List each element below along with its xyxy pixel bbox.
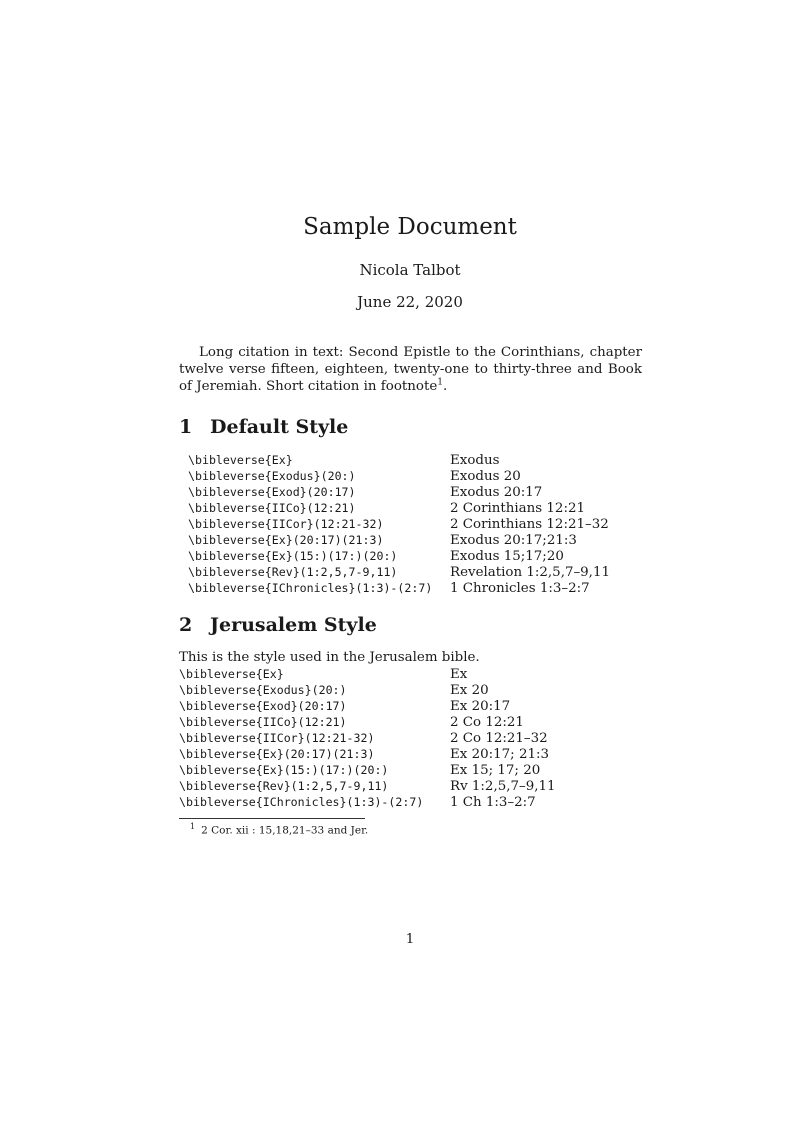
command-cell: \bibleverse{IICor}(12:21-32): [188, 517, 384, 531]
result-cell: Ex 20:17; 21:3: [450, 747, 550, 762]
result-cell: Exodus 15;17;20: [450, 549, 564, 564]
result-cell: Revelation 1:2,5,7–9,11: [450, 565, 610, 580]
intro-paragraph: [179, 344, 642, 395]
section-title: Jerusalem Style: [210, 614, 377, 636]
section-number: 2: [179, 614, 193, 636]
result-cell: 1 Chronicles 1:3–2:7: [450, 581, 590, 596]
footnote-number: 1: [190, 822, 196, 831]
footnote-mark: 1: [437, 377, 443, 388]
command-cell: \bibleverse{Ex}: [179, 667, 284, 681]
table-row: [188, 451, 610, 467]
command-cell: \bibleverse{IChronicles}(1:3)-(2:7): [179, 795, 424, 809]
table-row: [179, 777, 556, 793]
result-cell: Ex: [450, 667, 468, 682]
result-cell: Exodus 20:17;21:3: [450, 533, 577, 548]
table-row: [188, 547, 610, 563]
footnote-text: 2 Cor. xii : 15,18,21–33 and Jer.: [201, 824, 369, 837]
result-cell: 2 Corinthians 12:21: [450, 501, 586, 516]
jerusalem-style-table: [179, 665, 556, 809]
table-row: [179, 761, 556, 777]
result-cell: Exodus: [450, 453, 500, 468]
result-cell: Ex 20:17: [450, 699, 511, 714]
command-cell: \bibleverse{Ex}(15:)(17:)(20:): [179, 763, 389, 777]
command-cell: \bibleverse{Exodus}(20:): [179, 683, 347, 697]
command-cell: \bibleverse{IICo}(12:21): [188, 501, 356, 515]
command-cell: \bibleverse{Exod}(20:17): [179, 699, 347, 713]
document-title: Sample Document: [303, 214, 517, 240]
table-row: [179, 665, 556, 681]
section-number: 1: [179, 416, 193, 438]
document-date: June 22, 2020: [357, 293, 463, 311]
intro-text: Long citation in text: Second Epistle to the Corinthians, chapter twelve verse fifteen, eighteen, twenty-one to thirty-three and Book of Jeremiah. Short citation in footnote: [179, 345, 642, 394]
result-cell: Ex 15; 17; 20: [450, 763, 541, 778]
table-row: [179, 681, 556, 697]
command-cell: \bibleverse{IICo}(12:21): [179, 715, 347, 729]
table-row: [179, 697, 556, 713]
command-cell: \bibleverse{Ex}(15:)(17:)(20:): [188, 549, 398, 563]
document-author: Nicola Talbot: [359, 261, 461, 279]
table-row: [179, 745, 556, 761]
command-cell: \bibleverse{Exodus}(20:): [188, 469, 356, 483]
footnote: [190, 822, 368, 837]
table-row: [188, 483, 610, 499]
command-cell: \bibleverse{Rev}(1:2,5,7-9,11): [188, 565, 398, 579]
table-row: [179, 793, 556, 809]
section-heading-default-style: [179, 416, 348, 438]
default-style-table: [188, 451, 610, 595]
table-row: [179, 729, 556, 745]
section-heading-jerusalem-style: [179, 614, 377, 636]
result-cell: 2 Co 12:21: [450, 715, 524, 730]
command-cell: \bibleverse{Rev}(1:2,5,7-9,11): [179, 779, 389, 793]
table-row: [188, 531, 610, 547]
table-row: [188, 515, 610, 531]
command-cell: \bibleverse{Exod}(20:17): [188, 485, 356, 499]
intro-end: .: [443, 379, 448, 394]
table-row: [188, 579, 610, 595]
command-cell: \bibleverse{IICor}(12:21-32): [179, 731, 375, 745]
command-cell: \bibleverse{Ex}(20:17)(21:3): [188, 533, 384, 547]
result-cell: Exodus 20:17: [450, 485, 543, 500]
result-cell: Ex 20: [450, 683, 489, 698]
table-row: [179, 713, 556, 729]
command-cell: \bibleverse{IChronicles}(1:3)-(2:7): [188, 581, 433, 595]
table-row: [188, 499, 610, 515]
section-title: Default Style: [210, 416, 349, 438]
section-intro: This is the style used in the Jerusalem bible.: [179, 650, 480, 665]
result-cell: Rv 1:2,5,7–9,11: [450, 779, 556, 794]
command-cell: \bibleverse{Ex}: [188, 453, 293, 467]
table-row: [188, 467, 610, 483]
result-cell: 2 Corinthians 12:21–32: [450, 517, 609, 532]
command-cell: \bibleverse{Ex}(20:17)(21:3): [179, 747, 375, 761]
result-cell: 1 Ch 1:3–2:7: [450, 795, 536, 810]
table-row: [188, 563, 610, 579]
result-cell: 2 Co 12:21–32: [450, 731, 548, 746]
page-number: 1: [405, 932, 415, 947]
result-cell: Exodus 20: [450, 469, 521, 484]
footnote-rule: [179, 818, 365, 819]
